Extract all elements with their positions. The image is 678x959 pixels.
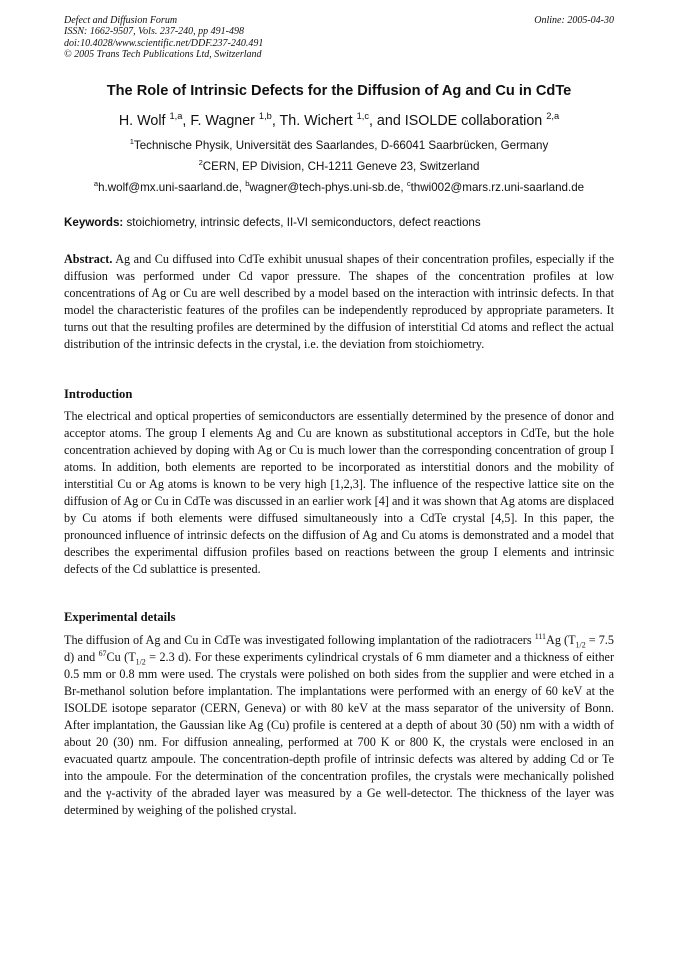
email-list: $^a$h.wolf@mx.uni-saarland.de, $^b$wagner@tech-phys.uni-sb.de, $^c$thwi002@mars.rz.uni-saarland.de (93, 179, 585, 194)
journal-header (64, 15, 263, 61)
issn-line: ISSN: 1662-9507, Vols. 237-240, pp 491-498 (64, 26, 244, 38)
copyright-line: © 2005 Trans Tech Publications Ltd, Switzerland (64, 49, 262, 61)
experimental-heading: Experimental details (64, 610, 176, 624)
author-2: F. Wagner $^{1,b}$ (190, 111, 272, 129)
abstract-text: Ag and Cu diffused into CdTe exhibit unusual shapes of their concentration profiles, especially if the diffusion was performed under Cd vapor pressure. The shapes of the concentration profiles at low concentrations of Ag or Cu are well described by a model based on the interaction with intrinsic defects. In that model the characteristic features of the profiles can be independently reproduced by appropriate parameters. It turns out that the resulting profiles are determined by the diffusion of interstitial Cd atoms and reflect the actual distribution of the intrinsic defects in the crystal, i.e. the deviation from stoichiometry. (64, 252, 614, 351)
keywords (64, 216, 614, 229)
introduction-heading: Introduction (64, 387, 133, 401)
doi-line: doi:10.4028/www.scientific.net/DDF.237-240.491 (64, 37, 264, 49)
author-1: H. Wolf $^{1,a}$ (118, 111, 183, 129)
online-date: Online: 2005-04-30 (534, 15, 614, 26)
affiliation-1: $^1$Technische Physik, Universität des Saarlandes, D-66041 Saarbrücken, Germany (129, 137, 549, 152)
keywords-label: Keywords: (64, 216, 124, 229)
author-3: Th. Wichert $^{1,c}$ (279, 111, 369, 129)
journal-name: Defect and Diffusion Forum (64, 15, 178, 26)
author-list: H. Wolf $^{1,a}$, F. Wagner $^{1,b}$, Th. Wichert $^{1,c}$, and ISOLDE collaboration $^{2,a}$ (118, 111, 560, 129)
keywords-text: stoichiometry, intrinsic defects, II-VI semiconductors, defect reactions (123, 216, 481, 229)
introduction-body: The electrical and optical properties of semiconductors are essentially determined by the presence of donor and acceptor atoms. The group I elements Ag and Cu are known as substitutional acceptors in CdTe, but the hole concentration achieved by doping with Ag or Cu is much lower than the corresponding concentration of group I atoms. In addition, both elements are reported to be incorporated as interstitial donors and the mobility of interstitial Cu or Ag atoms is known to be very high [1,2,3]. The influence of the respective lattice site on the diffusion of Ag or Cu in CdTe was discussed in an earlier work [4] and it was shown that Ag atoms are displaced by Cu atoms if both elements were diffused simultaneously into a CdTe crystal [4,5]. In this paper, the pronounced influence of intrinsic defects on the diffusion of Ag and Cu atoms is demonstrated and a model that describes the experimental diffusion profiles based on reactions between the group I elements and intrinsic defects of the Cd sublattice is presented. (64, 409, 614, 576)
affiliation-2: $^2$CERN, EP Division, CH-1211 Geneve 23, Switzerland (198, 158, 480, 173)
abstract-label: Abstract. (64, 252, 113, 266)
abstract (64, 251, 614, 353)
author-4: ISOLDE collaboration $^{2,a}$ (404, 111, 560, 129)
experimental-body: The diffusion of Ag and Cu in CdTe was investigated following implantation of the radiotracers $^{111}$Ag ($T_{1/2} = 7.5$ d) and $^{67}$Cu ($T_{1/2} = 2.3$ d). For these experiments cylindrical crystals of 6 mm diameter and a thickness of either 0.5 mm or 0.8 mm were used. The crystals were polished on both sides from the supplier and were etched in a Br-methanol solution before implantation. The implantations were performed with an energy of 60 keV at the ISOLDE isotope separator (CERN, Geneva) or with 80 keV at the mass separator of the university of Bonn. After implantation, the Gaussian like Ag (Cu) profile is centered at a depth of about 30 (50) nm with a width of about 20 (30) nm. For diffusion annealing, performed at 700 K or 800 K, the crystals were enclosed in an evacuated quartz ampoule. The concentration-depth profile of intrinsic defects was altered by adding Cd or Te into the ampoule. For the determination of the concentration profiles, the crystals were mechanically polished and the γ-activity of the abraded layer was measured by a Ge well-detector. The thickness of the layer was determined by weighing of the polished crystal. (64, 631, 615, 817)
paper-title: The Role of Intrinsic Defects for the Diffusion of Ag and Cu in CdTe (106, 83, 572, 99)
